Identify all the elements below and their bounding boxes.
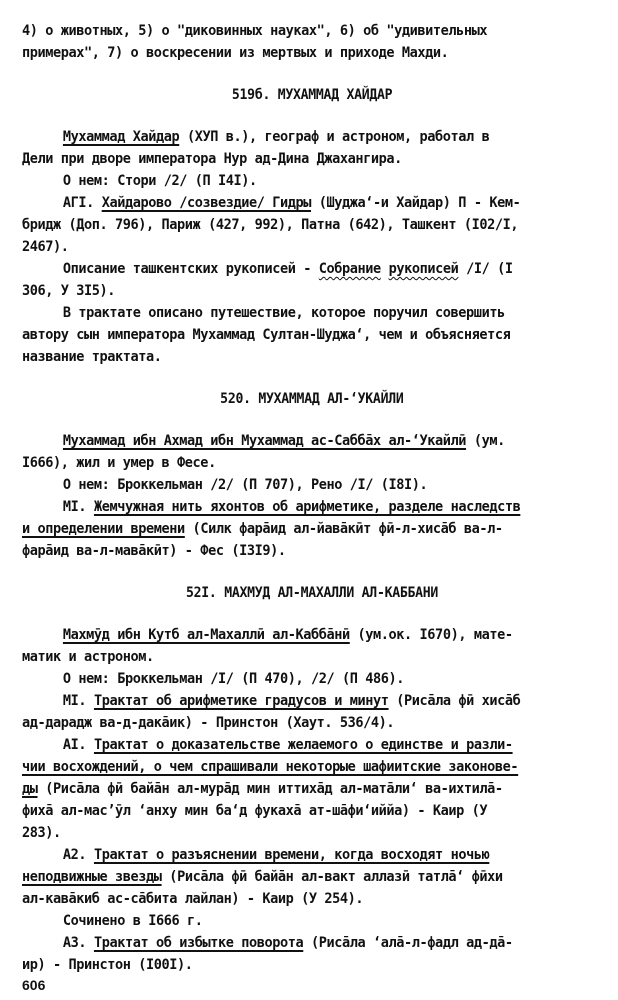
- work-title: Трактат о разъяснении времени, когда восходят ночью: [93, 846, 490, 863]
- text-line: примерах", 7) о воскресении из мертвых и приходе Махди.: [22, 44, 449, 61]
- work-title: Трактат об избытке поворота: [93, 934, 304, 951]
- text-line: ад-дарадж ва-д-дакāик) - Принстон (Хаут. 536/4).: [22, 714, 395, 731]
- entry-519b: [22, 126, 602, 368]
- references-line: О нем: Броккельман /2/ (П 707), Рено /I/ (I8I).: [62, 476, 428, 493]
- work-line: А3. Трактат об избытке поворота (Рисāла ‘алā-л-фадл ад-дā-: [62, 934, 513, 951]
- work-line: [22, 756, 561, 778]
- work-title: Жемчужная нить яхонтов об арифметике, разделе наследств: [93, 498, 521, 515]
- note-line: название трактата.: [22, 348, 162, 365]
- entry-heading: 519б. МУХАММАД ХАЙДАР: [231, 86, 393, 103]
- work-line: МI. Жемчужная нить яхонтов об арифметике, разделе наследств: [62, 498, 521, 515]
- author-name: Мухаммад ибн Ахмад ибн Мухаммад ас-Саббāх ал-‘Укайлӣ: [62, 432, 467, 449]
- work-title: Хайдарово /созвездие/ Гидры: [101, 194, 312, 211]
- document-page: [22, 20, 602, 994]
- text-line: I666), жил и умер в Фесе.: [22, 454, 216, 471]
- note-line: В трактате описано путешествие, которое поручил совершить: [62, 304, 505, 321]
- work-title: и определении времени: [22, 520, 185, 537]
- entry-521: [22, 624, 602, 976]
- note-line: Сочинено в I666 г.: [62, 912, 203, 929]
- work-title: Трактат об арифметике градусов и минут: [93, 692, 389, 709]
- bio-line: Мухаммад Хайдар (ХУП в.), географ и астроном, работал в: [62, 128, 490, 145]
- author-name: Махмӯд ибн Кутб ал-Махаллӣ ал-Каббāнӣ: [62, 626, 350, 643]
- work-line: АI. Трактат о доказательстве желаемого о единстве и разли-: [62, 736, 513, 753]
- work-line: АГI. Хайдарово /созвездие/ Гидры (Шуджа‘-и Хайдар) П - Кем-: [62, 194, 521, 211]
- text-line: ир) - Принстон (I00I).: [22, 956, 193, 973]
- bio-line: Махмӯд ибн Кутб ал-Махаллӣ ал-Каббāнӣ (ум.ок. I670), мате-: [62, 626, 513, 643]
- source-title-word: Собрание: [318, 260, 381, 277]
- work-title: ды: [22, 780, 38, 797]
- source-title-word: рукописей: [388, 260, 459, 277]
- note-line: автору сын императора Мухаммад Султан-Шуджа‘, чем и объясняется: [22, 326, 511, 343]
- text-line: бридж (Доп. 796), Париж (427, 992), Патна (642), Ташкент (I02/I,: [22, 216, 519, 233]
- text-line: Дели при дворе императора Нур ад-Дина Джахангира.: [22, 150, 402, 167]
- references-line: О нем: Броккельман /I/ (П 470), /2/ (П 486).: [62, 670, 405, 687]
- intro-paragraph: [22, 20, 602, 64]
- text-line: фарāид ва-л-мавāкӣт) - Фес (I3I9).: [22, 542, 286, 559]
- work-title: чии восхождений, о чем спрашивали некоторые шафиитские законове-: [22, 758, 519, 775]
- work-line: неподвижные звезды (Рисāла фӣ байāн ал-вакт аллазӣ татлā‘ фӣхи: [22, 868, 503, 885]
- work-line: и определении времени (Силк фарāид ал-йавāкӣт фӣ-л-хисāб ва-л-: [22, 520, 503, 537]
- page-number: 606: [22, 977, 46, 993]
- text-line: ал-кавāкиб ас-сāбита лайлан) - Каир (У 254).: [22, 890, 364, 907]
- work-line: ды (Рисāла фӣ байāн ал-мурāд мин иттихāд ал-матāли‘ ва-ихтилā-: [22, 780, 503, 797]
- text-line: матик и астроном.: [22, 648, 154, 665]
- text-line: 306, У 3I5).: [22, 282, 116, 299]
- work-line: МI. Трактат об арифметике градусов и минут (Рисāла фӣ хисāб: [62, 692, 521, 709]
- entry-heading: 52I. МАХМУД АЛ-МАХАЛЛИ АЛ-КАББАНИ: [185, 584, 439, 601]
- text-line: 4) о животных, 5) о "диковинных науках", 6) об "удивительных: [22, 22, 488, 39]
- entry-heading: 520. МУХАММАД АЛ-‘УКАЙЛИ: [220, 390, 404, 407]
- entry-520: [22, 430, 602, 562]
- text-line: фихā ал-мас’ӯл ‘анху мин ба‘д фукахā ат-шāфи‘иййа) - Каир (У: [22, 802, 488, 819]
- work-title: неподвижные звезды: [22, 868, 162, 885]
- work-title: Трактат о доказательстве желаемого о единстве и разли-: [93, 736, 513, 753]
- references-line: О нем: Стори /2/ (П I4I).: [62, 172, 257, 189]
- bio-line: Мухаммад ибн Ахмад ибн Мухаммад ас-Саббāх ал-‘Укайлӣ (ум.: [62, 432, 505, 449]
- text-line: 2467).: [22, 238, 69, 255]
- text-line: 283).: [22, 824, 61, 841]
- description-line: Описание ташкентских рукописей - Собрание рукописей /I/ (I: [62, 260, 513, 277]
- author-name: Мухаммад Хайдар: [62, 128, 180, 145]
- work-line: А2. Трактат о разъяснении времени, когда восходят ночью: [62, 846, 490, 863]
